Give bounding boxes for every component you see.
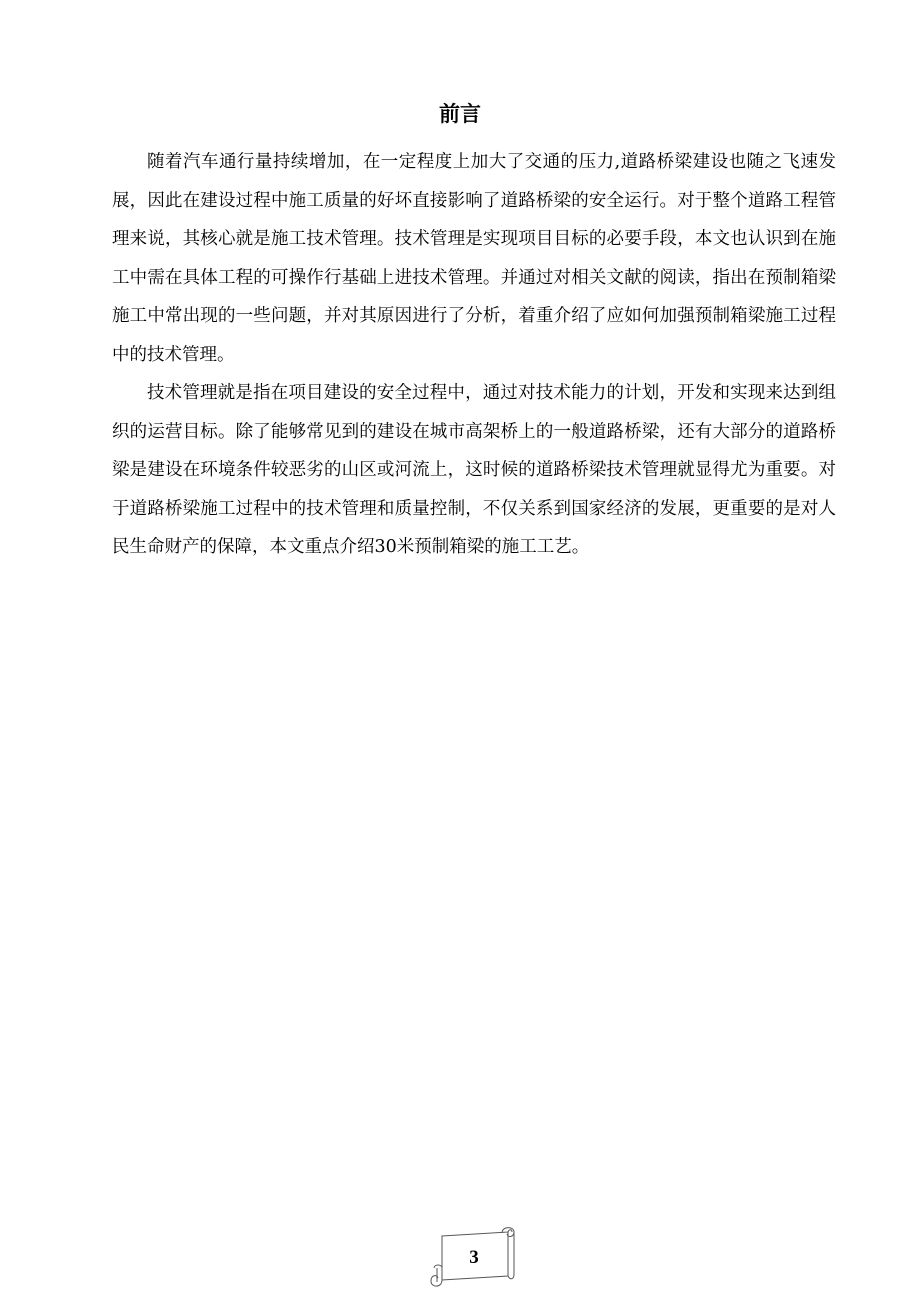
page-number-scroll [428,1224,518,1292]
page-number: 3 [469,1247,479,1268]
paragraph-2: 技术管理就是指在项目建设的安全过程中，通过对技术能力的计划，开发和实现来达到组织的运营目标。除了能够常见到的建设在城市高架桥上的一般道路桥梁，还有大部分的道路桥梁是建设在环境条件较恶劣的山区或河流上，这时候的道路桥梁技术管理就显得尤为重要。对于道路桥梁施工过程中的技术管理和质量控制，不仅关系到国家经济的发展，更重要的是对人民生命财产的保障，本文重点介绍30米预制箱梁的施工工艺。 [112,383,836,557]
page-title: 前言 [439,102,481,126]
body-text [112,143,836,567]
paragraph-1: 随着汽车通行量持续增加，在一定程度上加大了交通的压力,道路桥梁建设也随之飞速发展，因此在建设过程中施工质量的好坏直接影响了道路桥梁的安全运行。对于整个道路工程管理来说，其核心就是施工技术管理。技术管理是实现项目目标的必要手段，本文也认识到在施工中需在具体工程的可操作行基础上进技术管理。并通过对相关文献的阅读，指出在预制箱梁施工中常出现的一些问题，并对其原因进行了分析，着重介绍了应如何加强预制箱梁施工过程中的技术管理。 [112,152,836,365]
